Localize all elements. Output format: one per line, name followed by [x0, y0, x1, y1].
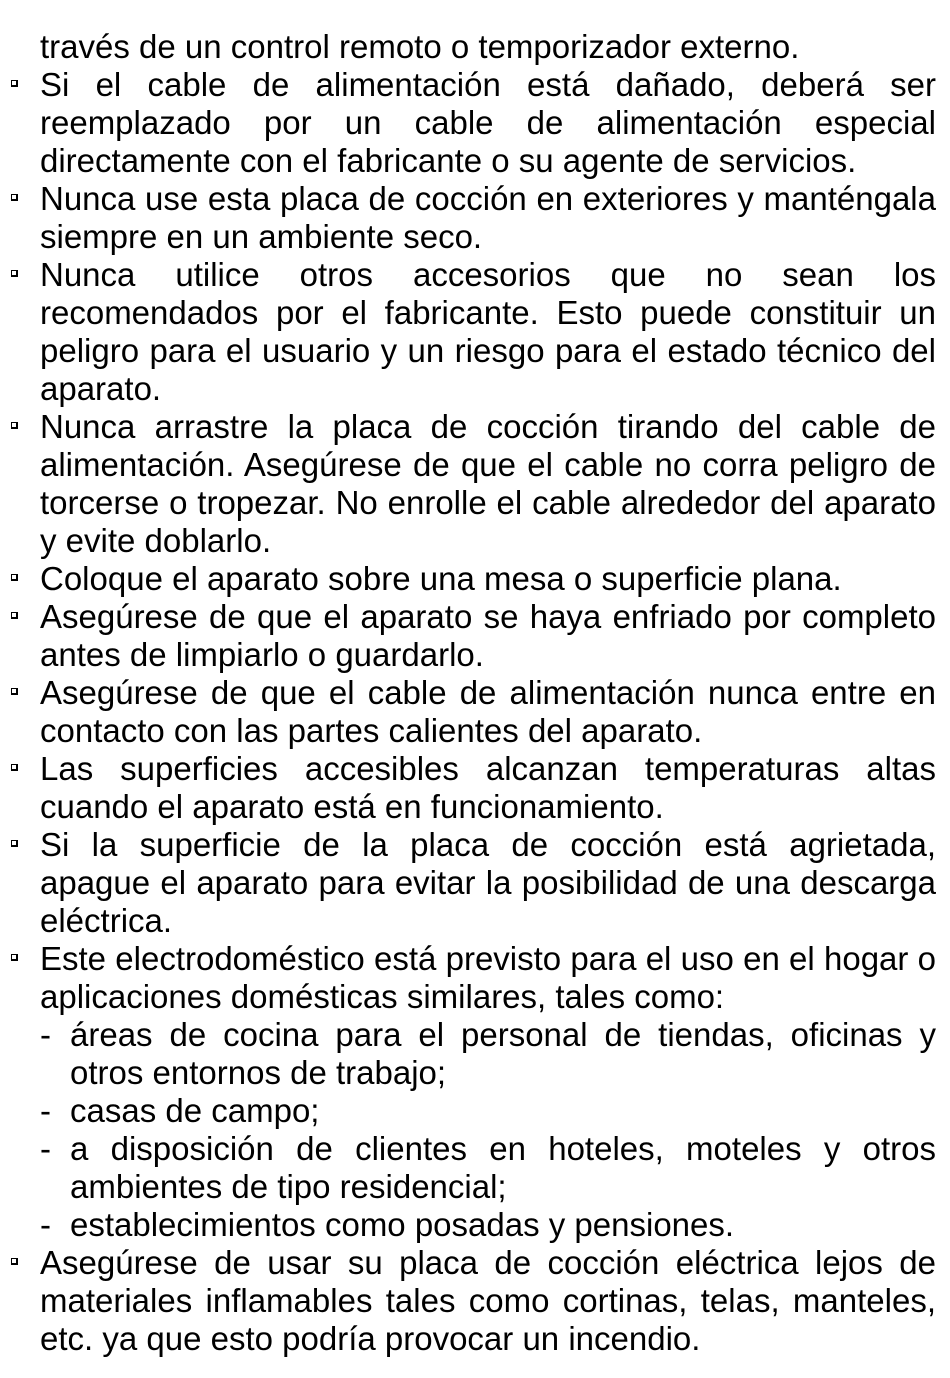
list-item — [0, 180, 950, 256]
checkbox-bullet-icon — [11, 422, 18, 429]
list-item — [0, 256, 950, 408]
list-item-text: Las superficies accesibles alcanzan temperaturas altas cuando el aparato está en funcionamiento. — [40, 750, 936, 825]
checkbox-bullet-icon — [11, 194, 18, 201]
checkbox-bullet-icon — [11, 612, 18, 619]
dash-marker: - — [40, 1016, 51, 1053]
list-item-text: Si el cable de alimentación está dañado, deberá ser reemplazado por un cable de alimentación especial directamente con el fabricante o su agente de servicios. — [40, 66, 936, 179]
list-item-text: Si la superficie de la placa de cocción está agrietada, apague el aparato para evitar la posibilidad de una descarga eléctrica. — [40, 826, 936, 939]
list-item — [0, 1244, 950, 1358]
sub-list-item — [0, 1016, 950, 1092]
list-item-text: Nunca use esta placa de cocción en exteriores y manténgala siempre en un ambiente seco. — [40, 180, 936, 255]
list-item — [0, 66, 950, 180]
checkbox-bullet-icon — [11, 270, 18, 277]
list-item — [0, 750, 950, 826]
continuation-text: través de un control remoto o temporizador externo. — [40, 28, 800, 65]
sub-list-item — [0, 1130, 950, 1206]
checkbox-bullet-icon — [11, 840, 18, 847]
list-item — [0, 598, 950, 674]
list-item — [0, 674, 950, 750]
list-item — [0, 560, 950, 598]
dash-marker: - — [40, 1206, 51, 1243]
list-item-text: Asegúrese de que el cable de alimentación nunca entre en contacto con las partes calientes del aparato. — [40, 674, 936, 749]
sub-list-item-text: casas de campo; — [70, 1092, 320, 1129]
list-item — [0, 408, 950, 560]
list-item-text: Asegúrese de que el aparato se haya enfriado por completo antes de limpiarlo o guardarlo. — [40, 598, 936, 673]
sub-list-item-text: establecimientos como posadas y pensiones. — [70, 1206, 735, 1243]
sub-list-item-text: áreas de cocina para el personal de tiendas, oficinas y otros entornos de trabajo; — [70, 1016, 936, 1091]
list-item — [0, 940, 950, 1016]
sub-list-item-text: a disposición de clientes en hoteles, moteles y otros ambientes de tipo residencial; — [70, 1130, 936, 1205]
checkbox-bullet-icon — [11, 80, 18, 87]
dash-marker: - — [40, 1130, 51, 1167]
sub-list-item — [0, 1092, 950, 1130]
checkbox-bullet-icon — [11, 574, 18, 581]
list-item-text: Asegúrese de usar su placa de cocción eléctrica lejos de materiales inflamables tales como cortinas, telas, manteles, etc. ya que esto podría provocar un incendio. — [40, 1244, 936, 1357]
checkbox-bullet-icon — [11, 688, 18, 695]
document-page — [0, 28, 950, 1358]
checkbox-bullet-icon — [11, 1258, 18, 1265]
checkbox-bullet-icon — [11, 954, 18, 961]
checkbox-bullet-icon — [11, 764, 18, 771]
sub-list-item — [0, 1206, 950, 1244]
list-item-text: Nunca utilice otros accesorios que no sean los recomendados por el fabricante. Esto puede constituir un peligro para el usuario y un riesgo para el estado técnico del aparato. — [40, 256, 936, 407]
dash-marker: - — [40, 1092, 51, 1129]
list-item — [0, 826, 950, 940]
list-item-text: Este electrodoméstico está previsto para el uso en el hogar o aplicaciones domésticas similares, tales como: — [40, 940, 936, 1015]
list-item-text: Nunca arrastre la placa de cocción tirando del cable de alimentación. Asegúrese de que el cable no corra peligro de torcerse o tropezar. No enrolle el cable alrededor del aparato y evite doblarlo. — [40, 408, 936, 559]
sub-list — [0, 1016, 950, 1244]
list-item-text: Coloque el aparato sobre una mesa o superficie plana. — [40, 560, 842, 597]
